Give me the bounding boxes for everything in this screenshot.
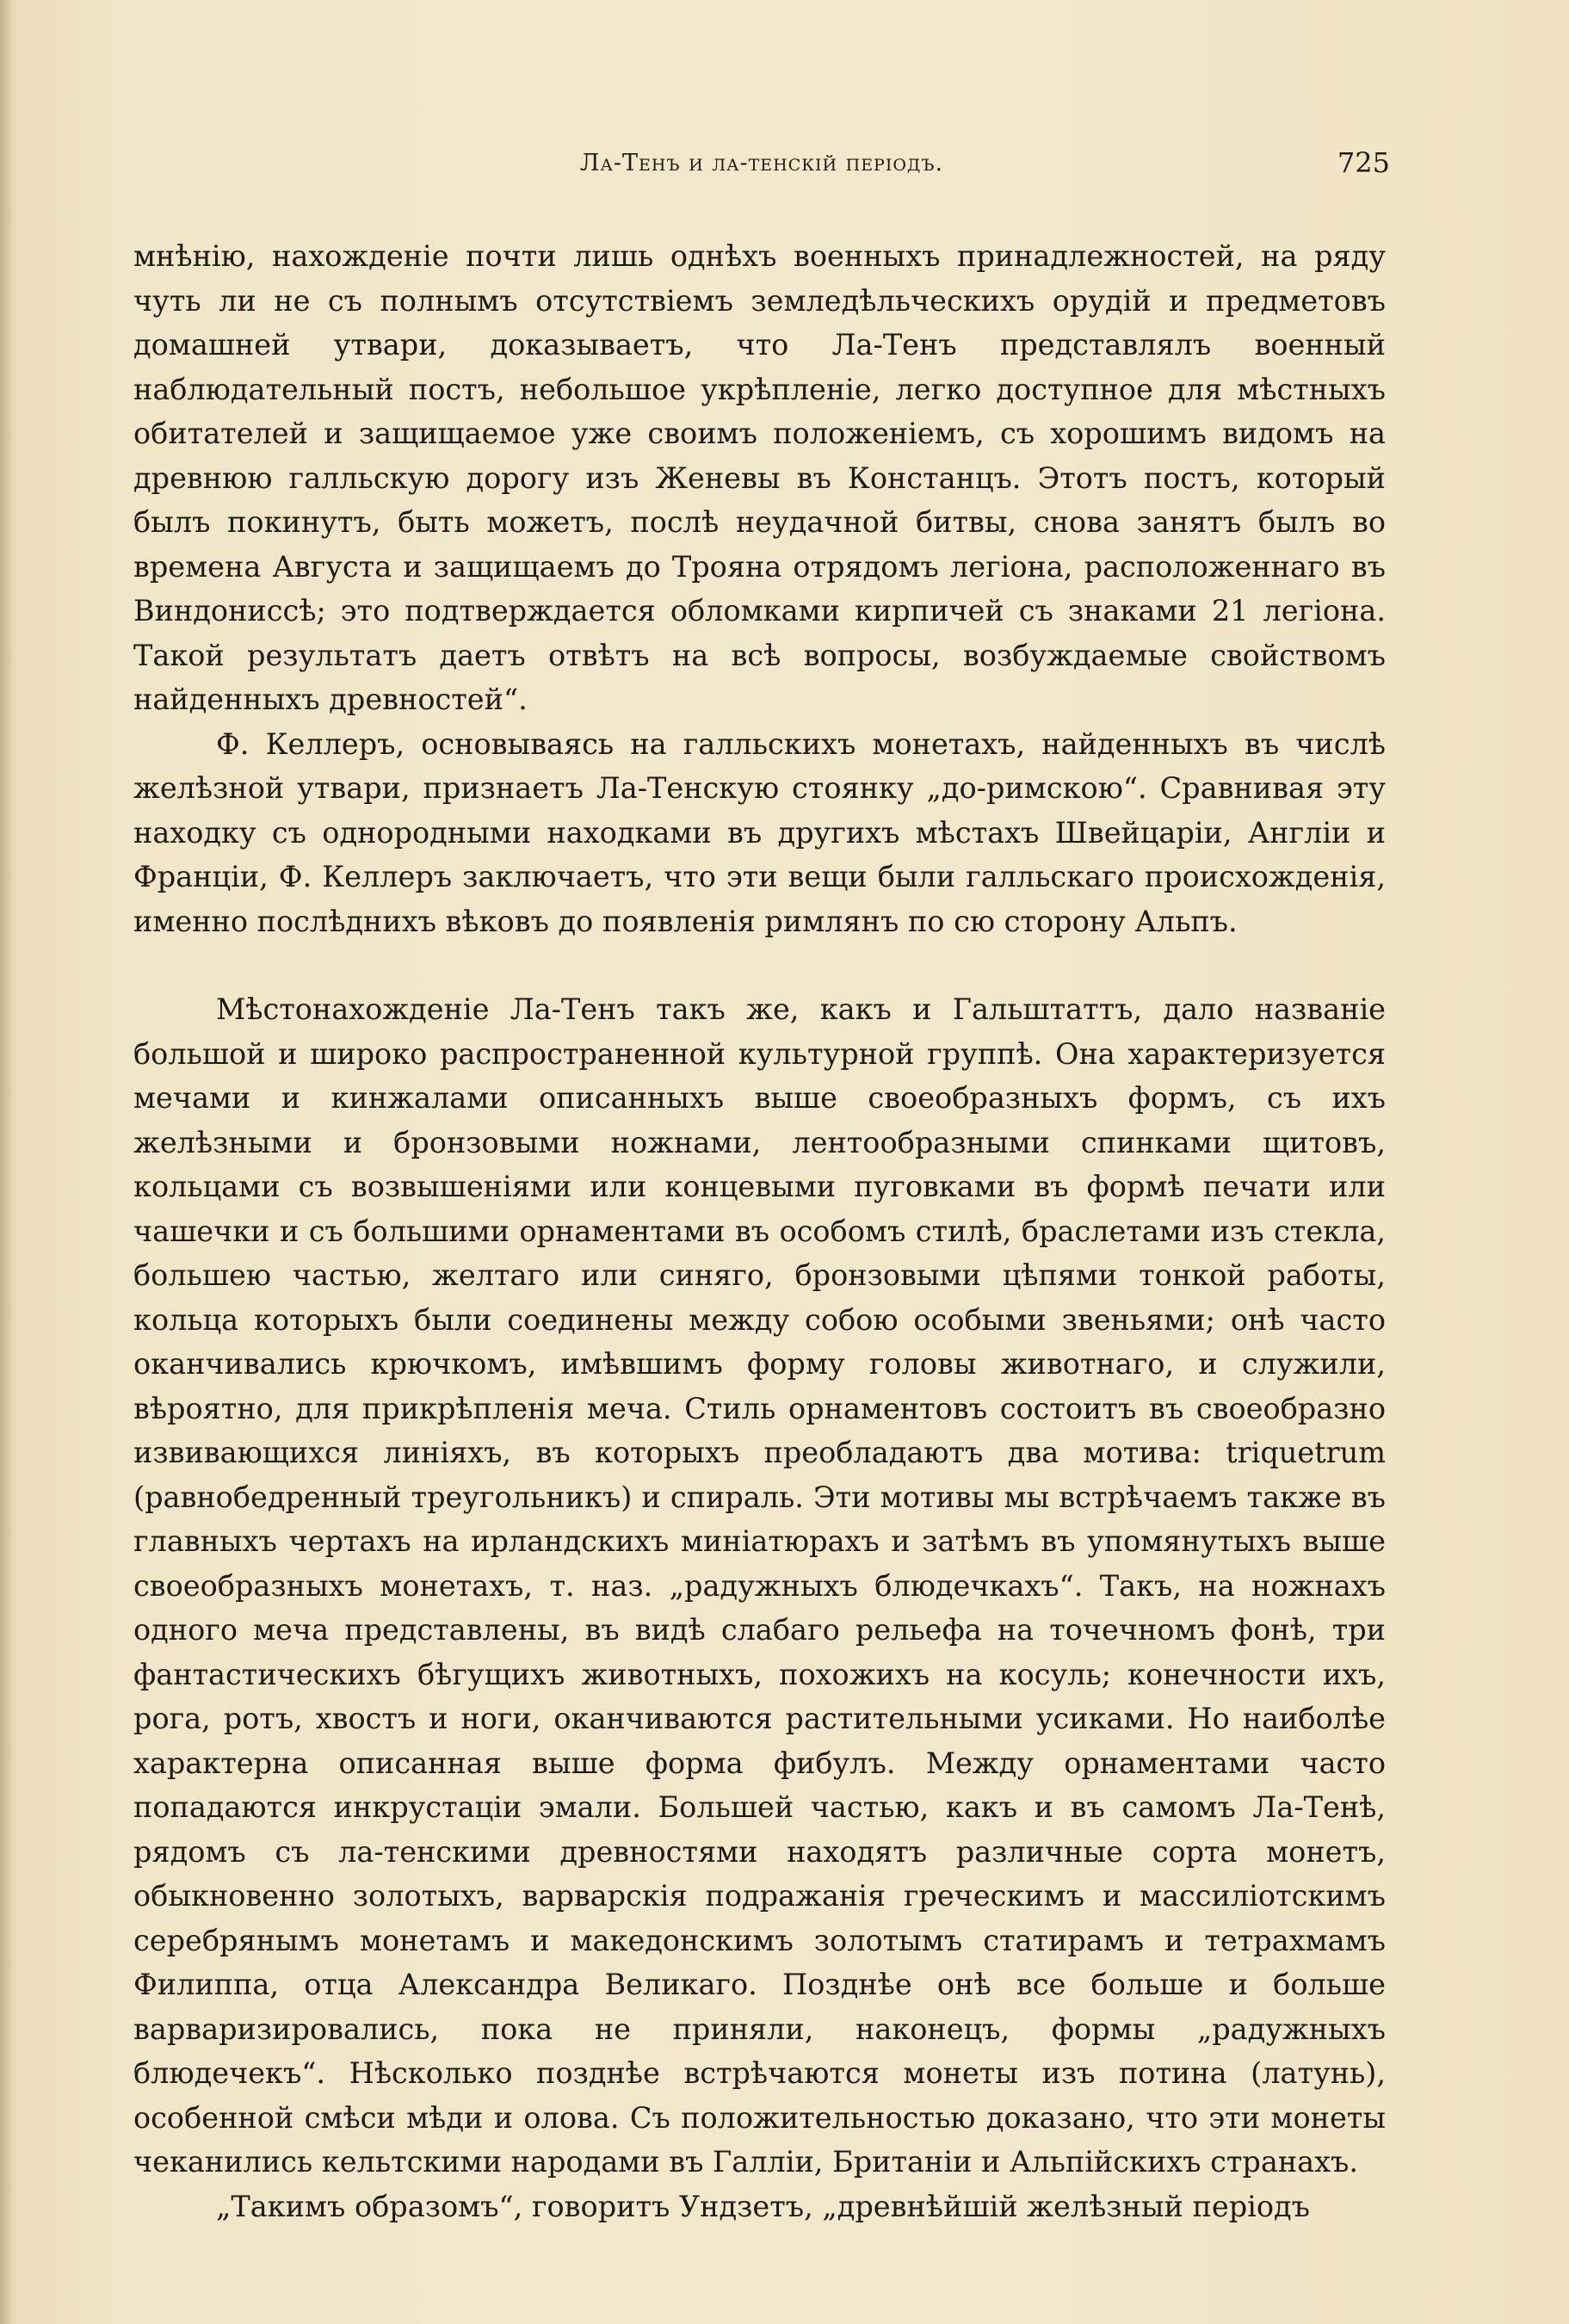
paragraph-gap — [133, 943, 1386, 987]
paragraph-continued: мнѣнію, нахожденіе почти лишь однѣхъ военныхъ принадлежностей, на ряду чуть ли не съ полнымъ отсутствіемъ земледѣльческихъ орудій и предметовъ домашней утвари, доказываетъ, что Ла-Тенъ представлялъ военный наблюдательный постъ, небольшое укрѣпленіе, легко доступное для мѣстныхъ обитателей и защищаемое уже своимъ положеніемъ, съ хорошимъ видомъ на древнюю галльскую дорогу изъ Женевы въ Констанцъ. Этотъ постъ, который былъ покинутъ, быть можетъ, послѣ неудачной битвы, снова занятъ былъ во времена Августа и защищаемъ до Трояна отрядомъ легіона, расположеннаго въ Виндониссѣ; это подтверждается обломками кирпичей съ знаками 21 легіона. Такой результатъ даетъ отвѣтъ на всѣ вопросы, возбуждаемые свойствомъ найденныхъ древностей“. — [133, 239, 1386, 716]
body-text — [133, 234, 1386, 2228]
page-number: 725 — [1337, 146, 1390, 179]
paragraph-undset-quote: „Такимъ образомъ“, говоритъ Ундзетъ, „древнѣйшій желѣзный періодъ — [216, 2189, 1310, 2223]
paragraph-keller: Ф. Келлеръ, основываясь на галльскихъ монетахъ, найденныхъ въ числѣ желѣзной утвари, признаетъ Ла-Тенскую стоянку „до-римскою“. Сравнивая эту находку съ однородными находками въ другихъ мѣстахъ Швейцаріи, Англіи и Франціи, Ф. Келлеръ заключаетъ, что эти вещи были галльскаго происхожденія, именно послѣднихъ вѣковъ до появленія римлянъ по сю сторону Альпъ. — [133, 726, 1386, 938]
paragraph-la-tene-culture: Мѣстонахожденіе Ла-Тенъ такъ же, какъ и Гальштаттъ, дало названіе большой и широко распространенной культурной группѣ. Она характеризуется мечами и кинжалами описанныхъ выше своеобразныхъ формъ, съ ихъ желѣзными и бронзовыми ножнами, лентообразными спинками щитовъ, кольцами съ возвышеніями или концевыми пуговками въ формѣ печати или чашечки и съ большими орнаментами въ особомъ стилѣ, браслетами изъ стекла, большею частью, желтаго или синяго, бронзовыми цѣпями тонкой работы, кольца которыхъ были соединены между собою особыми звеньями; онѣ часто оканчивались крючкомъ, имѣвшимъ форму головы животнаго, и служили, вѣроятно, для прикрѣпленія меча. Стиль орнаментовъ состоитъ въ своеобразно извивающихся линіяхъ, въ которыхъ преобладаютъ два мотива: triquetrum (равнобедренный треугольникъ) и спираль. Эти мотивы мы встрѣчаемъ также въ главныхъ чертахъ на ирландскихъ миніатюрахъ и затѣмъ въ упомянутыхъ выше своеобразныхъ монетахъ, т. наз. „радужныхъ блюдечкахъ“. Такъ, на ножнахъ одного меча представлены, въ видѣ слабаго рельефа на точечномъ фонѣ, три фантастическихъ бѣгущихъ животныхъ, похожихъ на косуль; конечности ихъ, рога, ротъ, хвостъ и ноги, оканчиваются растительными усиками. Но наиболѣе характерна описанная выше форма фибулъ. Между орнаментами часто попадаются инкрустаціи эмали. Большей частью, какъ и въ самомъ Ла-Тенѣ, рядомъ съ ла-тенскими древностями находятъ различные сорта монетъ, обыкновенно золотыхъ, варварскія подражанія греческимъ и массиліотскимъ серебрянымъ монетамъ и македонскимъ золотымъ статирамъ и тетрахмамъ Филиппа, отца Александра Великаго. Позднѣе онѣ все больше и больше варваризировались, пока не приняли, наконецъ, формы „радужныхъ блюдечекъ“. Нѣсколько позднѣе встрѣчаются монеты изъ потина (латунь), особенной смѣси мѣди и олова. Съ положительностью доказано, что эти монеты чеканились кельтскими народами въ Галліи, Британіи и Альпійскихъ странахъ. — [133, 992, 1386, 2179]
page-header — [133, 138, 1390, 189]
running-title: Ла-Тенъ и ла-тенскій періодъ. — [579, 150, 944, 176]
spine-shadow — [0, 0, 15, 2324]
